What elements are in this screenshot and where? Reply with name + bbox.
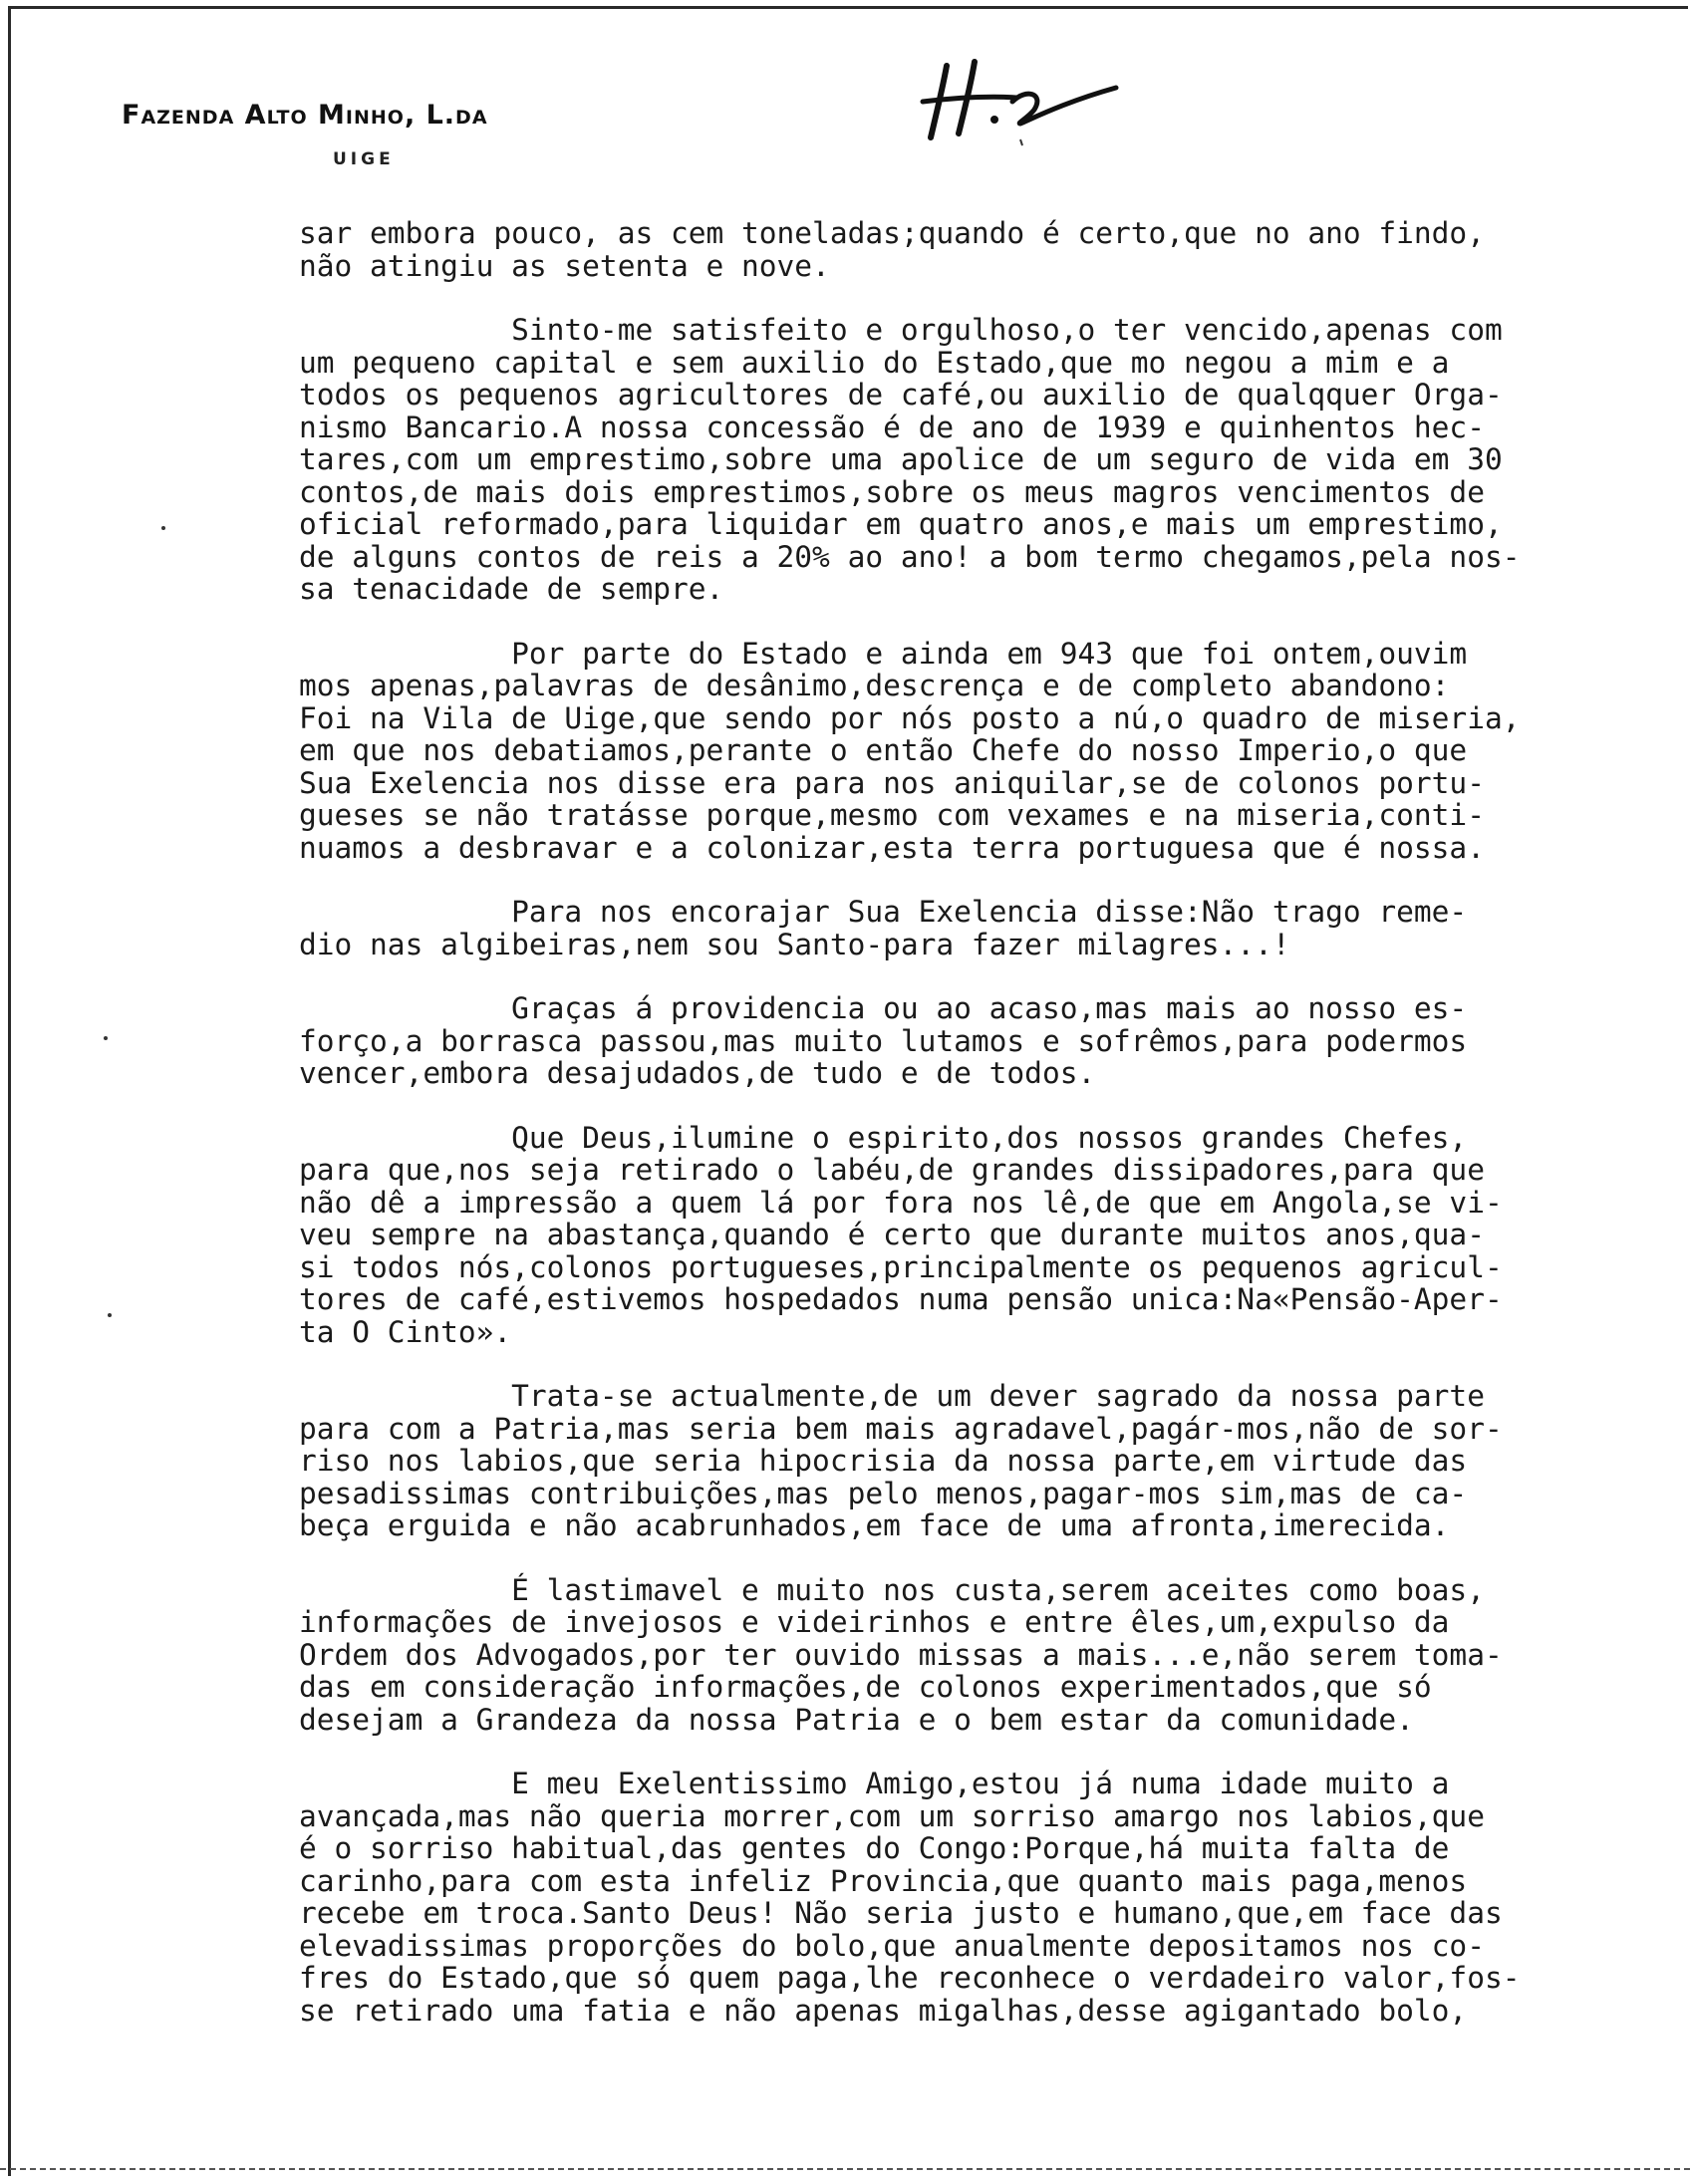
text-line: veu sempre na abastança,quando é certo que durante muitos anos,qua- <box>299 1218 1485 1251</box>
paragraph <box>299 1768 1664 2027</box>
text-line: fres do Estado,que só quem paga,lhe reconhece o verdadeiro valor,fos- <box>299 1961 1521 1995</box>
text-line: tores de café,estivemos hospedados numa pensão unica:Na«Pensão-Aper- <box>299 1282 1503 1316</box>
text-line: nuamos a desbravar e a colonizar,esta terra portuguesa que é nossa. <box>299 830 1485 865</box>
text-line: Por parte do Estado e ainda em 943 que foi ontem,ouvim <box>299 636 1468 671</box>
text-line: mos apenas,palavras de desânimo,descrença e de completo abandono: <box>299 669 1450 702</box>
text-line: dio nas algibeiras,nem sou Santo-para fazer milagres...! <box>299 927 1290 961</box>
text-line: vencer,embora desajudados,de tudo e de todos. <box>299 1056 1096 1090</box>
text-line: E meu Exelentissimo Amigo,estou já numa idade muito a <box>299 1767 1450 1800</box>
text-line: nismo Bancario.A nossa concessão é de ano de 1939 e quinhentos hec- <box>299 410 1485 444</box>
text-line: recebe em troca.Santo Deus! Não seria justo e humano,que,em face das <box>299 1896 1503 1930</box>
text-line: riso nos labios,que seria hipocrisia da nossa parte,em virtude das <box>299 1444 1468 1478</box>
text-line: informações de invejosos e videirinhos e entre êles,um,expulso da <box>299 1605 1450 1639</box>
text-line: se retirado uma fatia e não apenas migalhas,desse agigantado bolo, <box>299 1993 1468 2028</box>
paper-speck <box>108 1313 112 1317</box>
text-line: gueses se não tratásse porque,mesmo com vexames e na miseria,conti- <box>299 798 1485 832</box>
text-line: Sua Exelencia nos disse era para nos aniquilar,se de colonos portu- <box>299 765 1485 800</box>
paper-speck <box>161 526 165 530</box>
text-line: ta O Cinto». <box>299 1314 512 1349</box>
text-line: para que,nos seja retirado o labéu,de grandes dissipadores,para que <box>299 1153 1485 1187</box>
text-line: sar embora pouco, as cem toneladas;quando é certo,que no ano findo, <box>299 216 1485 250</box>
text-line: de alguns contos de reis a 20% ao ano! a bom termo chegamos,pela nos- <box>299 539 1521 574</box>
paragraph <box>299 992 1664 1090</box>
text-line: para com a Patria,mas seria bem mais agradavel,pagár-mos,não de sor- <box>299 1411 1503 1446</box>
paragraph <box>299 314 1664 606</box>
text-line: Sinto-me satisfeito e orgulhoso,o ter vencido,apenas com <box>299 313 1503 347</box>
paragraph <box>299 1574 1664 1737</box>
text-line: Que Deus,ilumine o espirito,dos nossos grandes Chefes, <box>299 1120 1468 1155</box>
paragraph <box>299 638 1664 865</box>
text-line: avançada,mas não queria morrer,com um sorriso amargo nos labios,que <box>299 1798 1485 1833</box>
text-line: das em consideração informações,de colonos experimentados,que só <box>299 1670 1432 1704</box>
text-line: Para nos encorajar Sua Exelencia disse:Não trago reme- <box>299 895 1468 929</box>
text-line: Graças á providencia ou ao acaso,mas mais ao nosso es- <box>299 991 1468 1025</box>
text-line: contos,de mais dois emprestimos,sobre os meus magros vencimentos de <box>299 474 1485 509</box>
text-line: Foi na Vila de Uige,que sendo por nós posto a nú,o quadro de miseria, <box>299 700 1521 735</box>
text-line: um pequeno capital e sem auxilio do Estado,que mo negou a mim e a <box>299 345 1450 380</box>
text-line: desejam a Grandeza da nossa Patria e o bem estar da comunidade. <box>299 1702 1414 1737</box>
text-line: Ordem dos Advogados,por ter ouvido missas a mais...e,não serem toma- <box>299 1637 1503 1672</box>
paper-speck <box>104 1036 108 1040</box>
text-line: É lastimavel e muito nos custa,serem aceites como boas, <box>299 1572 1485 1607</box>
letterhead-location: UIGE <box>333 149 395 169</box>
letter-body <box>299 217 1664 2058</box>
text-line: forço,a borrasca passou,mas muito lutamos e sofrêmos,para podermos <box>299 1023 1468 1058</box>
bottom-edge-rule <box>0 2168 1690 2170</box>
text-line: si todos nós,colonos portugueses,principalmente os pequenos agricul- <box>299 1249 1503 1284</box>
text-line: beça erguida e não acabrunhados,em face de uma afronta,imerecida. <box>299 1508 1450 1542</box>
paragraph <box>299 1122 1664 1349</box>
paragraph <box>299 896 1664 960</box>
text-line: tares,com um emprestimo,sobre uma apolice de um seguro de vida em 30 <box>299 442 1503 476</box>
text-line: em que nos debatiamos,perante o então Chefe do nosso Imperio,o que <box>299 733 1468 767</box>
text-line: pesadissimas contribuições,mas pelo menos,pagar-mos sim,mas de ca- <box>299 1476 1468 1510</box>
text-line: todos os pequenos agricultores de café,ou auxilio de qualqquer Orga- <box>299 378 1503 411</box>
paragraph <box>299 217 1664 282</box>
text-line: sa tenacidade de sempre. <box>299 572 724 606</box>
handwritten-page-mark <box>917 58 1126 147</box>
text-line: não atingiu as setenta e nove. <box>299 248 830 283</box>
text-line: Trata-se actualmente,de um dever sagrado da nossa parte <box>299 1379 1485 1413</box>
text-line: oficial reformado,para liquidar em quatro anos,e mais um emprestimo, <box>299 507 1503 541</box>
letterhead-company: Fazenda Alto Minho, L.da <box>122 100 488 131</box>
text-line: é o sorriso habitual,das gentes do Congo:Porque,há muita falta de <box>299 1831 1450 1865</box>
text-line: carinho,para com esta infeliz Provincia,que quanto mais paga,menos <box>299 1863 1468 1898</box>
text-line: não dê a impressão a quem lá por fora nos lê,de que em Angola,se vi- <box>299 1185 1503 1220</box>
text-line: elevadissimas proporções do bolo,que anualmente depositamos nos co- <box>299 1928 1485 1963</box>
paragraph <box>299 1380 1664 1542</box>
